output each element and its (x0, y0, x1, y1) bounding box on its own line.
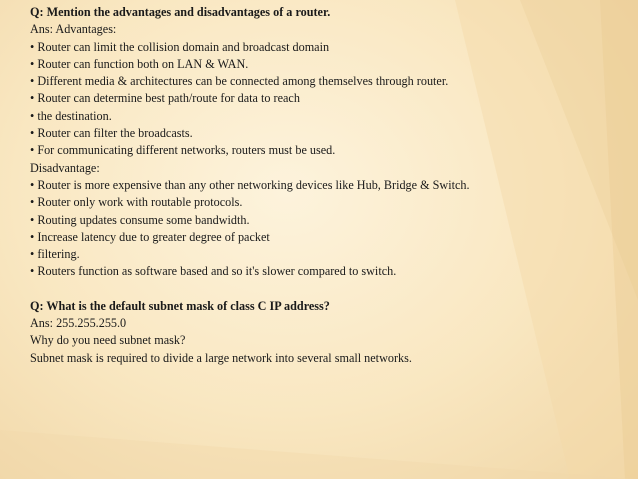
advantage-item: • Router can determine best path/route for data to reach (30, 91, 300, 106)
disadvantage-item: • filtering. (30, 247, 80, 262)
follow-up-question: Why do you need subnet mask? (30, 333, 186, 348)
advantage-item: • Router can limit the collision domain and broadcast domain (30, 39, 330, 54)
spacer (30, 281, 630, 298)
disadvantage-item: • Router is more expensive than any other networking devices like Hub, Bridge & Switch. (30, 177, 470, 192)
advantage-item: • Router can function both on LAN & WAN. (30, 56, 249, 71)
disadvantage-item: • Routers function as software based and so it's slower compared to switch. (30, 264, 397, 279)
disadvantage-item: • Router only work with routable protocols. (30, 195, 243, 210)
advantage-item: • the destination. (30, 108, 112, 123)
slide-content (30, 4, 630, 367)
disadvantage-item: • Routing updates consume some bandwidth. (30, 212, 250, 227)
advantages-heading: Ans: Advantages: (30, 22, 117, 37)
question-1: Q: Mention the advantages and disadvantages of a router. (30, 5, 331, 19)
disadvantage-item: • Increase latency due to greater degree of packet (30, 229, 270, 244)
follow-up-answer: Subnet mask is required to divide a large network into several small networks. (30, 350, 412, 365)
answer-2: Ans: 255.255.255.0 (30, 316, 127, 331)
advantage-item: • Different media & architectures can be connected among themselves through router. (30, 74, 449, 89)
advantage-item: • Router can filter the broadcasts. (30, 126, 193, 141)
advantage-item: • For communicating different networks, routers must be used. (30, 143, 336, 158)
disadvantages-heading: Disadvantage: (30, 160, 100, 175)
question-2: Q: What is the default subnet mask of class C IP address? (30, 298, 330, 313)
